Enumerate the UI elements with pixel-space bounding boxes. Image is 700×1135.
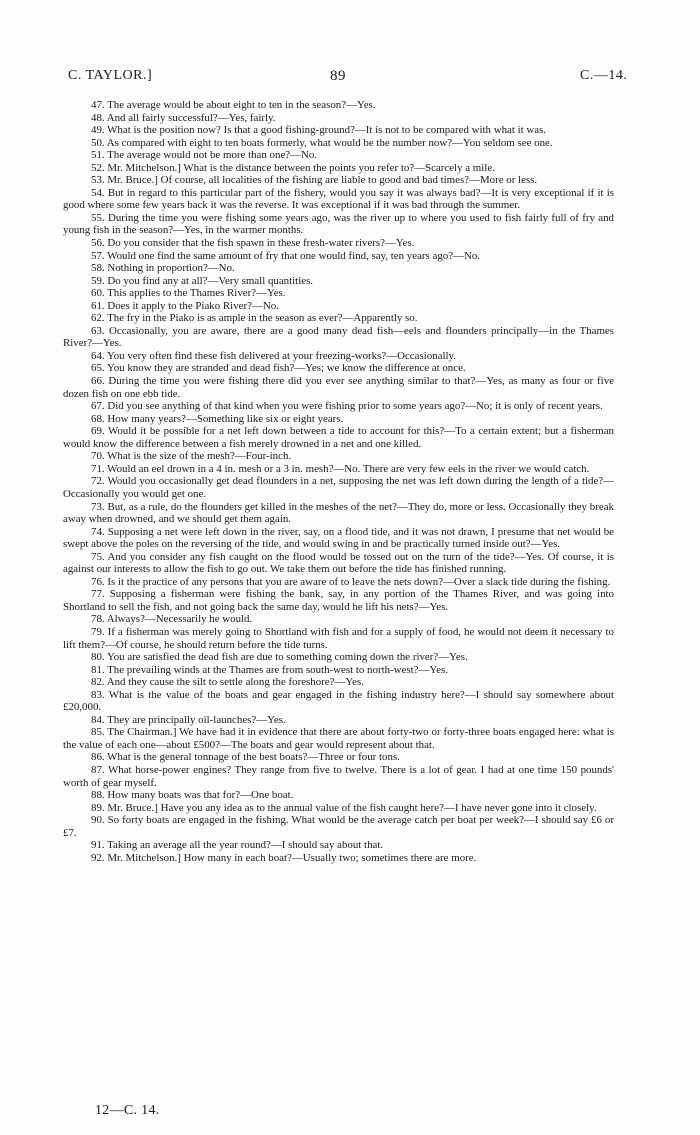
question-number: 82. [91, 676, 105, 689]
question-number: 60. [91, 287, 105, 300]
question-answer-text: During the time you were fishing there did you ever see anything similar to that?—Yes, as many as four or five dozen fish on one ebb tide. [63, 375, 614, 400]
question-answer-paragraph [63, 676, 614, 689]
question-number: 76. [91, 575, 105, 588]
question-answer-paragraph [63, 262, 614, 275]
question-answer-text: This applies to the Thames River?—Yes. [107, 287, 286, 300]
question-answer-paragraph [63, 852, 614, 865]
question-answer-text: What is the position now? Is that a good fishing-ground?—It is not to be compared with what it was. [107, 124, 547, 137]
question-answer-paragraph [63, 789, 614, 802]
question-answer-paragraph [63, 413, 614, 426]
question-answer-paragraph [63, 350, 614, 363]
question-answer-text: Does it apply to the Piako River?—No. [107, 299, 279, 312]
question-answer-paragraph [63, 250, 614, 263]
question-number: 78. [91, 613, 105, 626]
question-answer-text: The average would be about eight to ten in the season?—Yes. [107, 99, 376, 111]
question-answer-text: If a fisherman was merely going to Shortland with fish and for a supply of food, he would not deem it necessary to lift them?—Of course, he should return before the tide turns. [63, 625, 614, 651]
question-answer-text: Supposing a net were left down in the river, say, on a flood tide, and it was not drawn, I presume that net would be swept above the poles on the reversing of the tide, and would swing in and be practically turned inside out?—Yes. [63, 525, 614, 551]
question-answer-paragraph [63, 651, 614, 664]
question-answer-paragraph [63, 99, 614, 112]
question-number: 66. [91, 375, 105, 388]
question-answer-paragraph [63, 237, 614, 250]
question-number: 91. [91, 839, 105, 852]
question-answer-paragraph [63, 802, 614, 815]
question-answer-text: Do you consider that the fish spawn in these fresh-water rivers?—Yes. [107, 237, 415, 250]
question-number: 84. [91, 713, 105, 726]
question-answer-text: And all fairly successful?—Yes, fairly. [106, 111, 276, 124]
question-number: 83. [91, 688, 105, 701]
question-answer-text: Would it be possible for a net left down between a tide to account for this?—To a certain extent; but a fisherman would know the difference between a fish merely drowned in a net and one killed. [63, 425, 614, 450]
question-answer-text: So forty boats are engaged in the fishing. What would be the average catch per boat per week?—I should say £6 or £7. [63, 814, 614, 839]
question-number: 71. [91, 462, 105, 475]
question-answer-paragraph [63, 212, 614, 237]
question-answer-text: Is it the practice of any persons that you are aware of to leave the nets down?—Over a slack tide during the fishing. [107, 575, 611, 588]
question-answer-paragraph [63, 463, 614, 476]
question-number: 72. [91, 475, 105, 488]
question-answer-paragraph [63, 275, 614, 288]
question-number: 89. [91, 801, 105, 814]
question-answer-paragraph [63, 112, 614, 125]
question-answer-paragraph [63, 526, 614, 551]
question-answer-paragraph [63, 551, 614, 576]
question-answer-text: Mr. Mitchelson.] What is the distance between the points you refer to?—Scarcely a mile. [107, 161, 495, 174]
question-number: 63. [91, 324, 105, 337]
question-answer-paragraph [63, 287, 614, 300]
question-number: 52. [91, 161, 105, 174]
question-number: 58. [91, 262, 105, 275]
question-answer-text: You know they are stranded and dead fish?—Yes; we know the difference at once. [106, 362, 466, 375]
question-number: 53. [91, 174, 105, 187]
question-answer-text: Mr. Mitchelson.] How many in each boat?—Usually two; sometimes there are more. [107, 851, 477, 864]
question-answer-paragraph [63, 664, 614, 677]
question-answer-text: Do you find any at all?—Very small quantities. [107, 274, 314, 287]
question-answer-paragraph [63, 501, 614, 526]
question-answer-text: Would one find the same amount of fry that one would find, say, ten years ago?—No. [107, 249, 480, 262]
question-answer-paragraph [63, 588, 614, 613]
question-answer-text: How many years?—Something like six or eight years. [107, 412, 344, 425]
question-number: 75. [91, 550, 105, 563]
question-answer-paragraph [63, 325, 614, 350]
question-answer-paragraph [63, 714, 614, 727]
question-answer-text: You very often find these fish delivered at your freezing-works?—Occasionally. [106, 349, 456, 362]
header-witness-name: C. TAYLOR.] [68, 68, 153, 83]
question-answer-paragraph [63, 124, 614, 137]
question-answer-paragraph [63, 475, 614, 500]
question-answer-paragraph [63, 162, 614, 175]
question-number: 73. [91, 500, 105, 513]
question-number: 65. [91, 362, 105, 375]
question-number: 62. [91, 312, 105, 325]
question-answer-text: What is the general tonnage of the best boats?—Three or four tons. [107, 751, 400, 764]
question-answer-text: The prevailing winds at the Thames are from south-west to north-west?—Yes. [107, 663, 448, 676]
question-answer-text: What is the size of the mesh?—Four-inch. [107, 450, 292, 463]
question-answer-text: The average would not be more than one?—No. [107, 149, 318, 162]
question-answer-paragraph [63, 149, 614, 162]
question-answer-paragraph [63, 425, 614, 450]
question-answer-text: The Chairman.] We have had it in evidence that there are about forty-two or forty-three boats engaged here: what is the value of each one—about £500?—The boats and gear would represent about that. [63, 726, 614, 751]
question-number: 47. [91, 99, 105, 111]
question-number: 61. [91, 299, 105, 312]
question-answer-paragraph [63, 375, 614, 400]
question-number: 48. [91, 111, 105, 124]
question-answer-text: They are principally oil-launches?—Yes. [107, 713, 286, 726]
question-answer-text: Always?—Necessarily he would. [106, 613, 253, 626]
question-number: 92. [91, 851, 105, 864]
question-number: 55. [91, 211, 105, 224]
question-number: 59. [91, 274, 105, 287]
question-number: 69. [91, 425, 105, 438]
question-number: 74. [91, 525, 105, 538]
question-answer-text: Mr. Bruce.] Have you any idea as to the annual value of the fish caught here?—I have never gone into it closely. [107, 801, 597, 814]
page-number: 89 [330, 68, 346, 84]
question-answer-paragraph [63, 362, 614, 375]
question-number: 64. [91, 349, 105, 362]
question-answer-text: During the time you were fishing some years ago, was the river up to where you used to fish fairly full of fry and young fish in the season?—Yes, in the warmer months. [63, 211, 614, 237]
question-number: 56. [91, 237, 105, 250]
question-answer-text: And they cause the silt to settle along the foreshore?—Yes. [106, 676, 364, 689]
question-answer-text: Would you occasionally get dead flounders in a net, supposing the net was left down during the length of a tide?—Occasionally you would get one. [63, 475, 615, 500]
question-answer-paragraph [63, 187, 614, 212]
question-answer-paragraph [63, 576, 614, 589]
question-answer-paragraph [63, 689, 614, 714]
question-answer-text: As compared with eight to ten boats formerly, what would be the number now?—You seldom see one. [106, 136, 553, 149]
question-answer-text: But, as a rule, do the flounders get killed in the meshes of the net?—They do, more or less. Occasionally they break away when drowned, and we should get them again. [63, 500, 614, 526]
question-number: 80. [91, 651, 105, 664]
question-answer-text: The fry in the Piako is as ample in the season as ever?—Apparently so. [107, 312, 418, 325]
question-answer-text: But in regard to this particular part of the fishery, would you say it was always bad?—It is very exceptional if it is good where some few years back it was the reverse. It was exceptional if it was bad through the summer. [63, 186, 614, 212]
question-answer-paragraph [63, 300, 614, 313]
question-number: 54. [91, 186, 105, 199]
question-number: 70. [91, 450, 105, 463]
question-answer-paragraph [63, 312, 614, 325]
question-number: 67. [91, 400, 105, 413]
question-number: 79. [91, 625, 105, 638]
question-answer-paragraph [63, 450, 614, 463]
question-answer-paragraph [63, 764, 614, 789]
question-answer-text: Taking an average all the year round?—I should say about that. [107, 839, 384, 852]
question-answer-text: Would an eel drown in a 4 in. mesh or a 3 in. mesh?—No. There are very few eels in the river we would catch. [107, 462, 590, 475]
question-number: 81. [91, 663, 105, 676]
question-answer-text: Supposing a fisherman were fishing the bank, say, in any portion of the Thames River, and was going into Shortland to sell the fish, and not going back the same day, would he lift his nets?—Yes. [63, 588, 614, 613]
question-answer-paragraph [63, 814, 614, 839]
question-answer-paragraph [63, 137, 614, 150]
question-answer-text: What horse-power engines? They range from five to twelve. There is a lot of gear. I had at one time 150 pounds' worth of gear myself. [63, 763, 614, 789]
printer-signature: 12—C. 14. [95, 1103, 160, 1118]
question-answer-paragraph [63, 726, 614, 751]
question-number: 50. [91, 136, 105, 149]
question-number: 68. [91, 412, 105, 425]
question-answer-paragraph [63, 400, 614, 413]
question-number: 87. [91, 763, 105, 776]
question-number: 77. [91, 588, 105, 601]
question-answer-text: What is the value of the boats and gear engaged in the fishing industry here?—I should say somewhere about £20,000. [63, 688, 614, 714]
question-answer-text: Nothing in proportion?—No. [107, 262, 235, 275]
question-number: 90. [91, 814, 105, 827]
question-answer-paragraph [63, 174, 614, 187]
question-answer-text: You are satisfied the dead fish are due to something coming down the river?—Yes. [106, 651, 468, 664]
question-number: 57. [91, 249, 105, 262]
question-answer-paragraph [63, 613, 614, 626]
question-answer-text: How many boats was that for?—One boat. [107, 789, 294, 802]
question-answer-text: Mr. Bruce.] Of course, all localities of the fishing are liable to good and bad times?—More or less. [107, 174, 538, 187]
question-number: 85. [91, 726, 105, 739]
question-answer-paragraph [63, 626, 614, 651]
document-reference: C.—14. [580, 68, 628, 83]
question-answer-paragraph [63, 751, 614, 764]
question-number: 86. [91, 751, 105, 764]
testimony-body [63, 99, 614, 864]
question-number: 88. [91, 789, 105, 802]
question-answer-text: Did you see anything of that kind when you were fishing prior to some years ago?—No; it is only of recent years. [107, 400, 603, 413]
question-number: 49. [91, 124, 105, 137]
question-answer-text: Occasionally, you are aware, there are a good many dead fish—eels and flounders principally—in the Thames River?—Yes. [63, 324, 614, 350]
question-answer-paragraph [63, 839, 614, 852]
question-number: 51. [91, 149, 105, 162]
question-answer-text: And you consider any fish caught on the flood would be tossed out on the turn of the tide?—Yes. Of course, it is against our interests to allow the fish to go out. We take them out before the tide has finished running. [63, 550, 615, 576]
